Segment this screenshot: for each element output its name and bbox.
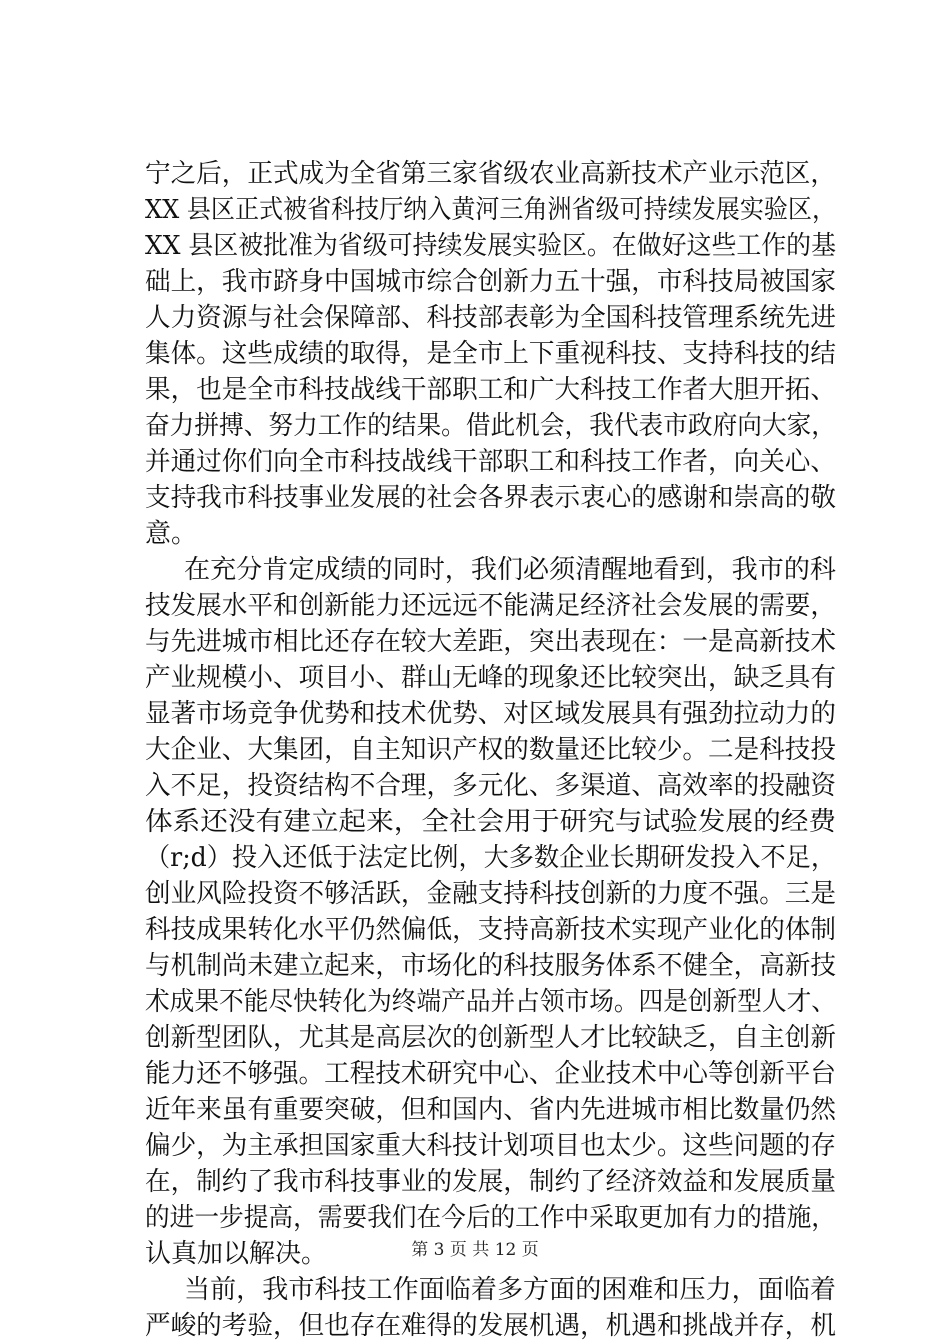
text-line-content: 能力还不够强。工程技术研究中心、企业技术中心等创新平台 xyxy=(145,1059,836,1089)
text-line xyxy=(0,1272,950,1308)
text-line-content: 体系还没有建立起来，全社会用于研究与试验发展的经费 xyxy=(145,807,836,837)
text-line xyxy=(0,1200,950,1236)
text-line xyxy=(0,372,950,408)
text-line-content: 与先进城市相比还存在较大差距，突出表现在：一是高新技术 xyxy=(145,627,836,657)
text-line xyxy=(0,660,950,696)
text-line-content: 创业风险投资不够活跃，金融支持科技创新的力度不强。三是 xyxy=(145,879,836,909)
text-line xyxy=(0,840,950,876)
text-line-content: 础上，我市跻身中国城市综合创新力五十强，市科技局被国家 xyxy=(145,267,836,297)
text-line-content: 产业规模小、项目小、群山无峰的现象还比较突出，缺乏具有 xyxy=(145,663,836,693)
text-line-content: 近年来虽有重要突破，但和国内、省内先进城市相比数量仍然 xyxy=(145,1095,836,1125)
text-line xyxy=(0,1056,950,1092)
text-line xyxy=(0,912,950,948)
text-line xyxy=(0,444,950,480)
text-line xyxy=(0,336,950,372)
text-line-content: 与机制尚未建立起来，市场化的科技服务体系不健全，高新技 xyxy=(145,951,836,981)
text-line-content: 集体。这些成绩的取得，是全市上下重视科技、支持科技的结 xyxy=(145,339,836,369)
text-line xyxy=(0,804,950,840)
text-line-content: 认真加以解决。 xyxy=(145,1239,328,1269)
text-line-content: 宁之后，正式成为全省第三家省级农业高新技术产业示范区， xyxy=(145,159,836,189)
text-line xyxy=(0,408,950,444)
text-line-content: 人力资源与社会保障部、科技部表彰为全国科技管理系统先进 xyxy=(145,303,836,333)
text-line xyxy=(0,264,950,300)
text-line-content: 在充分肯定成绩的同时，我们必须清醒地看到，我市的科 xyxy=(184,555,836,585)
text-line-content: 入不足，投资结构不合理，多元化、多渠道、高效率的投融资 xyxy=(145,771,836,801)
text-line xyxy=(0,984,950,1020)
text-line-content: 大企业、大集团，自主知识产权的数量还比较少。二是科技投 xyxy=(145,735,836,765)
text-line xyxy=(0,876,950,912)
text-line xyxy=(0,588,950,624)
text-line xyxy=(0,300,950,336)
text-line-content: 奋力拼搏、努力工作的结果。借此机会，我代表市政府向大家， xyxy=(145,411,836,441)
text-line-content: 术成果不能尽快转化为终端产品并占领市场。四是创新型人才、 xyxy=(145,987,836,1017)
text-line-content: 并通过你们向全市科技战线干部职工和科技工作者，向关心、 xyxy=(145,447,836,477)
page-footer: 第 3 页 共 12 页 xyxy=(411,1240,539,1260)
text-line-content: 意。 xyxy=(145,519,198,549)
text-line-content: 显著市场竞争优势和技术优势、对区域发展具有强劲拉动力的 xyxy=(145,699,836,729)
text-line-content: 技发展水平和创新能力还远远不能满足经济社会发展的需要， xyxy=(145,591,836,621)
text-line xyxy=(0,948,950,984)
text-line-content: 果，也是全市科技战线干部职工和广大科技工作者大胆开拓、 xyxy=(145,375,836,405)
text-line-content: 在，制约了我市科技事业的发展，制约了经济效益和发展质量 xyxy=(145,1167,836,1197)
text-line xyxy=(0,624,950,660)
text-line-content: 支持我市科技事业发展的社会各界表示衷心的感谢和崇高的敬 xyxy=(145,483,836,513)
text-line xyxy=(0,228,950,264)
text-line xyxy=(0,516,950,552)
text-line-content: （r;d）投入还低于法定比例，大多数企业长期研发投入不足， xyxy=(145,843,836,873)
text-line xyxy=(0,552,950,588)
text-line xyxy=(0,1020,950,1056)
text-line-content: 严峻的考验，但也存在难得的发展机遇，机遇和挑战并存，机 xyxy=(145,1311,836,1341)
text-line-content: 偏少，为主承担国家重大科技计划项目也太少。这些问题的存 xyxy=(145,1131,836,1161)
text-line xyxy=(0,1128,950,1164)
text-line xyxy=(0,480,950,516)
text-line xyxy=(0,156,950,192)
text-line xyxy=(0,696,950,732)
text-line-content: 创新型团队，尤其是高层次的创新型人才比较缺乏，自主创新 xyxy=(145,1023,836,1053)
text-line-content: XX 县区被批准为省级可持续发展实验区。在做好这些工作的基 xyxy=(145,231,836,261)
text-line-content: XX 县区正式被省科技厅纳入黄河三角洲省级可持续发展实验区， xyxy=(145,195,836,225)
text-line xyxy=(0,192,950,228)
text-line-content: 当前，我市科技工作面临着多方面的困难和压力，面临着 xyxy=(184,1275,836,1305)
text-line xyxy=(0,768,950,804)
text-line-content: 科技成果转化水平仍然偏低，支持高新技术实现产业化的体制 xyxy=(145,915,836,945)
text-line xyxy=(0,1308,950,1344)
text-line-content: 的进一步提高，需要我们在今后的工作中采取更加有力的措施， xyxy=(145,1203,836,1233)
text-line xyxy=(0,1092,950,1128)
text-line xyxy=(0,1164,950,1200)
text-line xyxy=(0,732,950,768)
